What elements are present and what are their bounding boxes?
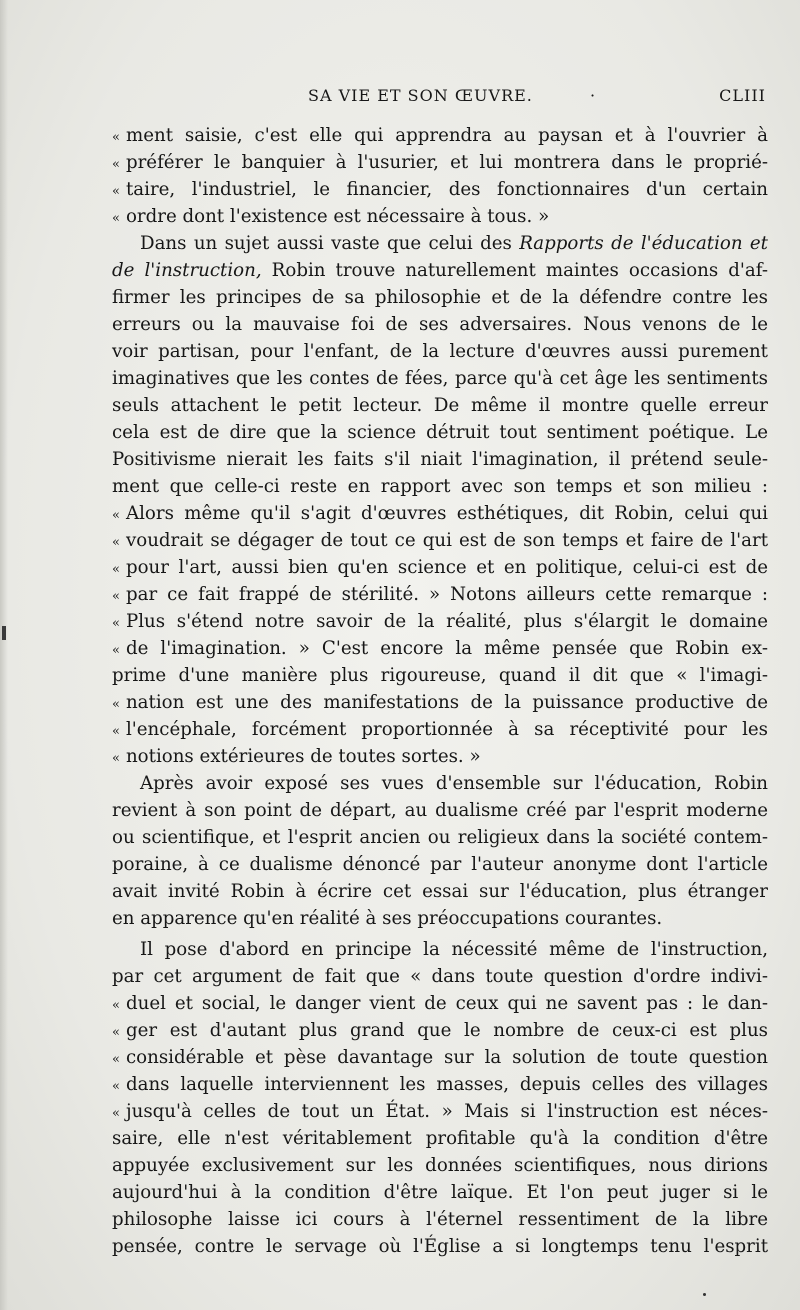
- text-line: philosophe laisse ici cours à l'éternel ressentiment de la libre: [112, 1209, 768, 1230]
- text-line: par cet argument de fait que « dans toute question d'ordre indivi-: [112, 966, 768, 987]
- text-line: [112, 743, 768, 770]
- text-line: imaginatives que les contes de fées, parce qu'à cet âge les sentiments: [112, 368, 768, 389]
- line-text: Plus s'étend notre savoir de la réalité, plus s'élargit le domaine: [125, 611, 768, 632]
- text-line: en apparence qu'en réalité à ses préoccupations courantes.: [112, 908, 663, 929]
- quote-mark: «: [112, 1106, 120, 1121]
- text-line: [112, 689, 768, 716]
- line-text: considérable et pèse davantage sur la solution de toute question: [125, 1047, 768, 1068]
- text-line: erreurs ou la mauvaise foi de ses adversaires. Nous venons de le: [112, 314, 768, 335]
- quote-mark: «: [112, 184, 120, 199]
- text-line: appuyée exclusivement sur les données scientifiques, nous dirions: [112, 1155, 768, 1176]
- text-line: firmer les principes de sa philosophie et de la défendre contre les: [112, 287, 768, 308]
- text-line: revient à son point de départ, au dualisme créé par l'esprit moderne: [112, 800, 768, 821]
- line-text: de l'imagination. » C'est encore la même pensée que Robin ex-: [125, 638, 768, 659]
- line-text: pour l'art, aussi bien qu'en science et en politique, celui-ci est de: [125, 557, 768, 578]
- line-text: taire, l'industriel, le financier, des fonctionnaires d'un certain: [125, 179, 768, 200]
- line-text: Alors même qu'il s'agit d'œuvres esthétiques, dit Robin, celui qui: [125, 503, 768, 524]
- quote-mark: «: [112, 130, 120, 145]
- text-line: Positivisme nierait les faits s'il niait l'imagination, il prétend seule-: [112, 449, 768, 470]
- text-line: [112, 203, 768, 230]
- text-line: [112, 527, 768, 554]
- line-text: préférer le banquier à l'usurier, et lui montrera dans le proprié-: [125, 152, 768, 173]
- text-line: cela est de dire que la science détruit tout sentiment poétique. Le: [112, 422, 768, 443]
- quote-mark: «: [112, 616, 120, 631]
- text-line: Il pose d'abord en principe la nécessité même de l'instruction,: [140, 939, 768, 960]
- text-line: [112, 257, 768, 284]
- line-text: Robin trouve naturellement maintes occasions d'af-: [261, 260, 768, 281]
- text-line: poraine, à ce dualisme dénoncé par l'auteur anonyme dont l'article: [112, 854, 768, 875]
- quote-mark: «: [112, 1052, 120, 1067]
- text-line: [112, 581, 768, 608]
- line-text: ger est d'autant plus grand que le nombre de ceux-ci est plus: [125, 1020, 768, 1041]
- line-text: nation est une des manifestations de la puissance productive de: [125, 692, 768, 713]
- text-line: aujourd'hui à la condition d'être laïque. Et l'on peut juger si le: [112, 1182, 768, 1203]
- line-text: par ce fait frappé de stérilité. » Notons ailleurs cette remarque :: [125, 584, 768, 605]
- text-line: seuls attachent le petit lecteur. De même il montre quelle erreur: [112, 395, 768, 416]
- text-line: [112, 1044, 768, 1071]
- quote-mark: «: [112, 589, 120, 604]
- line-text: l'encéphale, forcément proportionnée à sa réceptivité pour les: [125, 719, 768, 740]
- text-line: saire, elle n'est véritablement profitable qu'à la condition d'être: [112, 1128, 768, 1149]
- text-line: [112, 608, 768, 635]
- text-line: avait invité Robin à écrire cet essai sur l'éducation, plus étranger: [112, 881, 768, 902]
- line-text: duel et social, le danger vient de ceux qui ne savent pas : le dan-: [125, 993, 768, 1014]
- text-line: [112, 176, 768, 203]
- line-text: notions extérieures de toutes sortes. »: [125, 746, 481, 767]
- quote-mark: «: [112, 1079, 120, 1094]
- page-number: CLIII: [719, 86, 766, 105]
- text-line: pensée, contre le servage où l'Église a si longtemps tenu l'esprit: [112, 1236, 768, 1257]
- text-line: [112, 1098, 768, 1125]
- line-text: ordre dont l'existence est nécessaire à tous. »: [125, 206, 550, 227]
- text-line: voir partisan, pour l'enfant, de la lecture d'œuvres aussi purement: [112, 341, 768, 362]
- page-header: [112, 86, 768, 110]
- quote-mark: «: [112, 724, 120, 739]
- line-text: dans laquelle interviennent les masses, depuis celles des villages: [125, 1074, 768, 1095]
- line-text: Dans un sujet aussi vaste que celui des: [140, 233, 520, 254]
- text-line: ment que celle-ci reste en rapport avec son temps et son milieu :: [112, 476, 768, 497]
- text-line: Après avoir exposé ses vues d'ensemble sur l'éducation, Robin: [140, 773, 768, 794]
- line-text: ment saisie, c'est elle qui apprendra au paysan et à l'ouvrier à: [125, 125, 768, 146]
- text-line: [112, 500, 768, 527]
- quote-mark: «: [112, 157, 120, 172]
- italic-title: Rapports de l'éducation et: [519, 233, 768, 254]
- text-line: [112, 122, 768, 149]
- paper-speck: [703, 1293, 706, 1296]
- text-line: ou scientifique, et l'esprit ancien ou religieux dans la société contem-: [112, 827, 768, 848]
- running-title: SA VIE ET SON ŒUVRE.: [308, 86, 533, 105]
- header-dot: ·: [590, 86, 597, 105]
- text-line: [112, 635, 768, 662]
- italic-title: de l'instruction,: [112, 260, 262, 281]
- quote-mark: «: [112, 211, 120, 226]
- quote-mark: «: [112, 697, 120, 712]
- text-line: [112, 230, 768, 257]
- margin-mark: [2, 626, 6, 640]
- body-text: [112, 122, 768, 1260]
- line-text: voudrait se dégager de tout ce qui est de son temps et faire de l'art: [125, 530, 768, 551]
- text-line: [112, 149, 768, 176]
- text-line: [112, 990, 768, 1017]
- text-line: [112, 554, 768, 581]
- text-line: [112, 716, 768, 743]
- quote-mark: «: [112, 643, 120, 658]
- quote-mark: «: [112, 1025, 120, 1040]
- quote-mark: «: [112, 508, 120, 523]
- quote-mark: «: [112, 751, 120, 766]
- text-line: [112, 1071, 768, 1098]
- quote-mark: «: [112, 562, 120, 577]
- quote-mark: «: [112, 535, 120, 550]
- quote-mark: «: [112, 998, 120, 1013]
- binding-gutter: [0, 0, 8, 1310]
- text-line: [112, 1017, 768, 1044]
- text-line: prime d'une manière plus rigoureuse, quand il dit que « l'imagi-: [112, 665, 768, 686]
- line-text: jusqu'à celles de tout un État. » Mais si l'instruction est néces-: [125, 1101, 768, 1122]
